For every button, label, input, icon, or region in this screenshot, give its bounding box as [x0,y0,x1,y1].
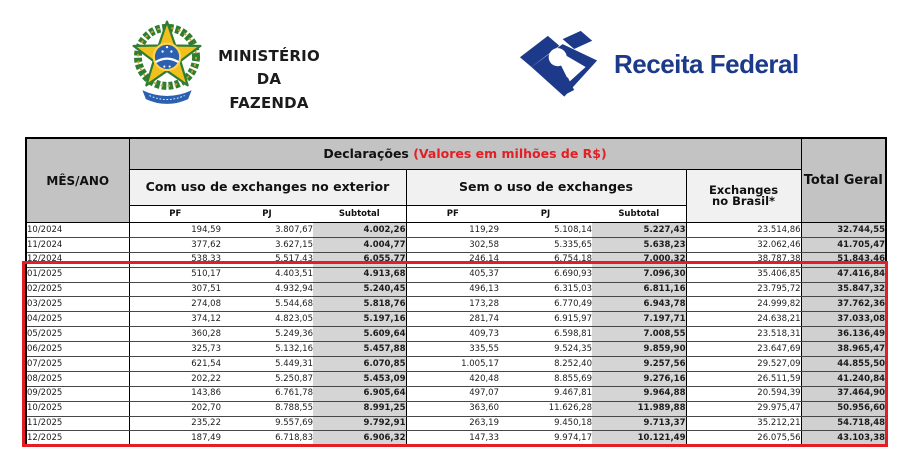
sub1-value-cell: 6.905,64 [313,386,406,401]
sub1-value-cell: 4.002,26 [313,223,406,238]
pj1-value-cell: 3.627,15 [221,237,313,252]
pj2-value-cell: 9.524,35 [499,342,592,357]
month-cell: 10/2024 [26,223,129,238]
sub1-value-cell: 5.197,16 [313,312,406,327]
exch-value-cell: 35.406,85 [686,267,801,282]
table-row [26,267,886,282]
sub2-value-cell: 9.713,37 [592,416,686,431]
exchanges-brazil-line2: no Brasil* [712,194,776,208]
month-cell: 06/2025 [26,342,129,357]
pf1-value-cell: 360,28 [129,327,221,342]
group-exterior-header: Com uso de exchanges no exterior [129,170,406,206]
sub1-value-cell: 4.913,68 [313,267,406,282]
exch-value-cell: 24.999,82 [686,297,801,312]
exch-value-cell: 29.975,47 [686,401,801,416]
table-row [26,401,886,416]
declarations-title-black: Declarações [323,145,409,161]
pj1-value-cell: 5.132,16 [221,342,313,357]
pj1-value-cell: 5.249,36 [221,327,313,342]
table-row [26,386,886,401]
month-cell: 08/2025 [26,371,129,386]
pj2-value-cell: 8.252,40 [499,357,592,372]
pj2-value-cell: 6.690,93 [499,267,592,282]
pj2-value-cell: 6.315,03 [499,282,592,297]
sub1-value-cell: 5.457,88 [313,342,406,357]
month-cell: 07/2025 [26,357,129,372]
exch-value-cell: 24.638,21 [686,312,801,327]
receita-federal-icon [513,26,609,104]
pf2-header: PF [406,206,499,223]
sub1-value-cell: 4.004,77 [313,237,406,252]
pj1-header: PJ [221,206,313,223]
exch-value-cell: 23.795,72 [686,282,801,297]
total-value-cell: 50.956,60 [801,401,886,416]
pf2-value-cell: 1.005,17 [406,357,499,372]
sub1-value-cell: 6.055,77 [313,252,406,267]
sub2-value-cell: 11.989,88 [592,401,686,416]
pf2-value-cell: 497,07 [406,386,499,401]
exch-value-cell: 23.518,31 [686,327,801,342]
table-header [26,138,886,223]
pj1-value-cell: 4.403,51 [221,267,313,282]
pf1-value-cell: 374,12 [129,312,221,327]
sub2-value-cell: 6.811,16 [592,282,686,297]
pj1-value-cell: 6.718,83 [221,431,313,446]
total-value-cell: 47.416,84 [801,267,886,282]
pf1-value-cell: 202,70 [129,401,221,416]
exch-value-cell: 23.514,86 [686,223,801,238]
sub1-value-cell: 8.991,25 [313,401,406,416]
ministry-wordmark-line2: FAZENDA [229,93,309,112]
sub2-value-cell: 7.008,55 [592,327,686,342]
declarations-title [129,138,801,170]
group-no-exchange-header: Sem o uso de exchanges [406,170,686,206]
sub2-value-cell: 9.257,56 [592,357,686,372]
subtotal1-header: Subtotal [313,206,406,223]
month-cell: 11/2025 [26,416,129,431]
pj2-value-cell: 5.335,65 [499,237,592,252]
month-cell: 10/2025 [26,401,129,416]
declarations-table [25,137,887,447]
table-row [26,357,886,372]
total-value-cell: 54.718,48 [801,416,886,431]
total-value-cell: 43.103,38 [801,431,886,446]
pf2-value-cell: 405,37 [406,267,499,282]
sub2-value-cell: 7.096,30 [592,267,686,282]
pj2-value-cell: 6.754,18 [499,252,592,267]
pj2-value-cell: 9.467,81 [499,386,592,401]
exch-value-cell: 35.212,21 [686,416,801,431]
pf1-value-cell: 510,17 [129,267,221,282]
sub1-value-cell: 6.906,32 [313,431,406,446]
ministerio-fazenda-crest-icon [123,10,211,116]
pf2-value-cell: 246,14 [406,252,499,267]
pj2-value-cell: 9.974,17 [499,431,592,446]
pf2-value-cell: 363,60 [406,401,499,416]
pj1-value-cell: 4.932,94 [221,282,313,297]
sub1-value-cell: 5.240,45 [313,282,406,297]
pf1-value-cell: 194,59 [129,223,221,238]
sub1-value-cell: 6.070,85 [313,357,406,372]
pf1-value-cell: 235,22 [129,416,221,431]
sub2-value-cell: 7.197,71 [592,312,686,327]
exch-value-cell: 20.594,39 [686,386,801,401]
ministry-wordmark-line1: MINISTÉRIO DA [218,47,320,89]
ministry-wordmark [207,45,331,115]
pf1-value-cell: 202,22 [129,371,221,386]
sub2-value-cell: 7.000,32 [592,252,686,267]
sub2-value-cell: 9.859,90 [592,342,686,357]
pj1-value-cell: 4.823,05 [221,312,313,327]
pf1-value-cell: 325,73 [129,342,221,357]
pj1-value-cell: 8.788,55 [221,401,313,416]
pj2-value-cell: 5.108,14 [499,223,592,238]
pf1-value-cell: 621,54 [129,357,221,372]
pf1-value-cell: 377,62 [129,237,221,252]
exch-value-cell: 38.787,38 [686,252,801,267]
exch-value-cell: 32.062,46 [686,237,801,252]
pf2-value-cell: 409,73 [406,327,499,342]
pj1-value-cell: 6.761,78 [221,386,313,401]
pj1-value-cell: 5.449,31 [221,357,313,372]
exch-value-cell: 23.647,69 [686,342,801,357]
pj2-value-cell: 6.915,97 [499,312,592,327]
total-value-cell: 35.847,32 [801,282,886,297]
month-cell: 11/2024 [26,237,129,252]
month-year-header: MÊS/ANO [26,138,129,223]
pf1-value-cell: 274,08 [129,297,221,312]
total-value-cell: 41.240,84 [801,371,886,386]
pj2-value-cell: 8.855,69 [499,371,592,386]
pf1-value-cell: 307,51 [129,282,221,297]
pj1-value-cell: 5.517,43 [221,252,313,267]
table-row [26,223,886,238]
table-body [26,223,886,446]
table-row [26,297,886,312]
exchanges-brazil-header [686,170,801,223]
table-row [26,371,886,386]
month-cell: 09/2025 [26,386,129,401]
pf1-value-cell: 187,49 [129,431,221,446]
sub1-value-cell: 5.453,09 [313,371,406,386]
pf2-value-cell: 496,13 [406,282,499,297]
exchanges-brazil-line1: Exchanges [708,182,779,197]
pj2-header: PJ [499,206,592,223]
sub1-value-cell: 5.609,64 [313,327,406,342]
total-value-cell: 37.033,08 [801,312,886,327]
table-row [26,327,886,342]
total-value-cell: 32.744,55 [801,223,886,238]
total-value-cell: 38.965,47 [801,342,886,357]
total-value-cell: 37.762,36 [801,297,886,312]
pj1-value-cell: 5.544,68 [221,297,313,312]
pf2-value-cell: 147,33 [406,431,499,446]
total-value-cell: 44.855,50 [801,357,886,372]
table-row [26,416,886,431]
month-cell: 03/2025 [26,297,129,312]
pj1-value-cell: 5.250,87 [221,371,313,386]
pf2-value-cell: 263,19 [406,416,499,431]
table-row [26,431,886,446]
pf1-header: PF [129,206,221,223]
sub2-value-cell: 6.943,78 [592,297,686,312]
pf1-value-cell: 538,33 [129,252,221,267]
pj1-value-cell: 9.557,69 [221,416,313,431]
month-cell: 12/2024 [26,252,129,267]
table-row [26,237,886,252]
exch-value-cell: 26.075,56 [686,431,801,446]
table-row [26,342,886,357]
table-row [26,282,886,297]
pj2-value-cell: 6.598,81 [499,327,592,342]
declarations-title-note: (Valores em milhões de R$) [413,145,607,161]
pf2-value-cell: 119,29 [406,223,499,238]
month-cell: 12/2025 [26,431,129,446]
table-row [26,252,886,267]
pf2-value-cell: 302,58 [406,237,499,252]
pj1-value-cell: 3.807,67 [221,223,313,238]
sub2-value-cell: 10.121,49 [592,431,686,446]
sub2-value-cell: 9.276,16 [592,371,686,386]
sub2-value-cell: 5.638,23 [592,237,686,252]
total-geral-header: Total Geral [801,138,886,223]
month-cell: 04/2025 [26,312,129,327]
pf2-value-cell: 335,55 [406,342,499,357]
sub1-value-cell: 9.792,91 [313,416,406,431]
total-value-cell: 36.136,49 [801,327,886,342]
table-row [26,312,886,327]
pf2-value-cell: 420,48 [406,371,499,386]
month-cell: 01/2025 [26,267,129,282]
month-cell: 02/2025 [26,282,129,297]
pf2-value-cell: 281,74 [406,312,499,327]
month-cell: 05/2025 [26,327,129,342]
pf1-value-cell: 143,86 [129,386,221,401]
pj2-value-cell: 9.450,18 [499,416,592,431]
sub1-value-cell: 5.818,76 [313,297,406,312]
exch-value-cell: 26.511,59 [686,371,801,386]
receita-federal-wordmark: Receita Federal [614,49,799,79]
sub2-value-cell: 9.964,88 [592,386,686,401]
subtotal2-header: Subtotal [592,206,686,223]
exch-value-cell: 29.527,09 [686,357,801,372]
pf2-value-cell: 173,28 [406,297,499,312]
total-value-cell: 51.843,46 [801,252,886,267]
pj2-value-cell: 11.626,28 [499,401,592,416]
total-value-cell: 37.464,90 [801,386,886,401]
total-value-cell: 41.705,47 [801,237,886,252]
sub2-value-cell: 5.227,43 [592,223,686,238]
pj2-value-cell: 6.770,49 [499,297,592,312]
